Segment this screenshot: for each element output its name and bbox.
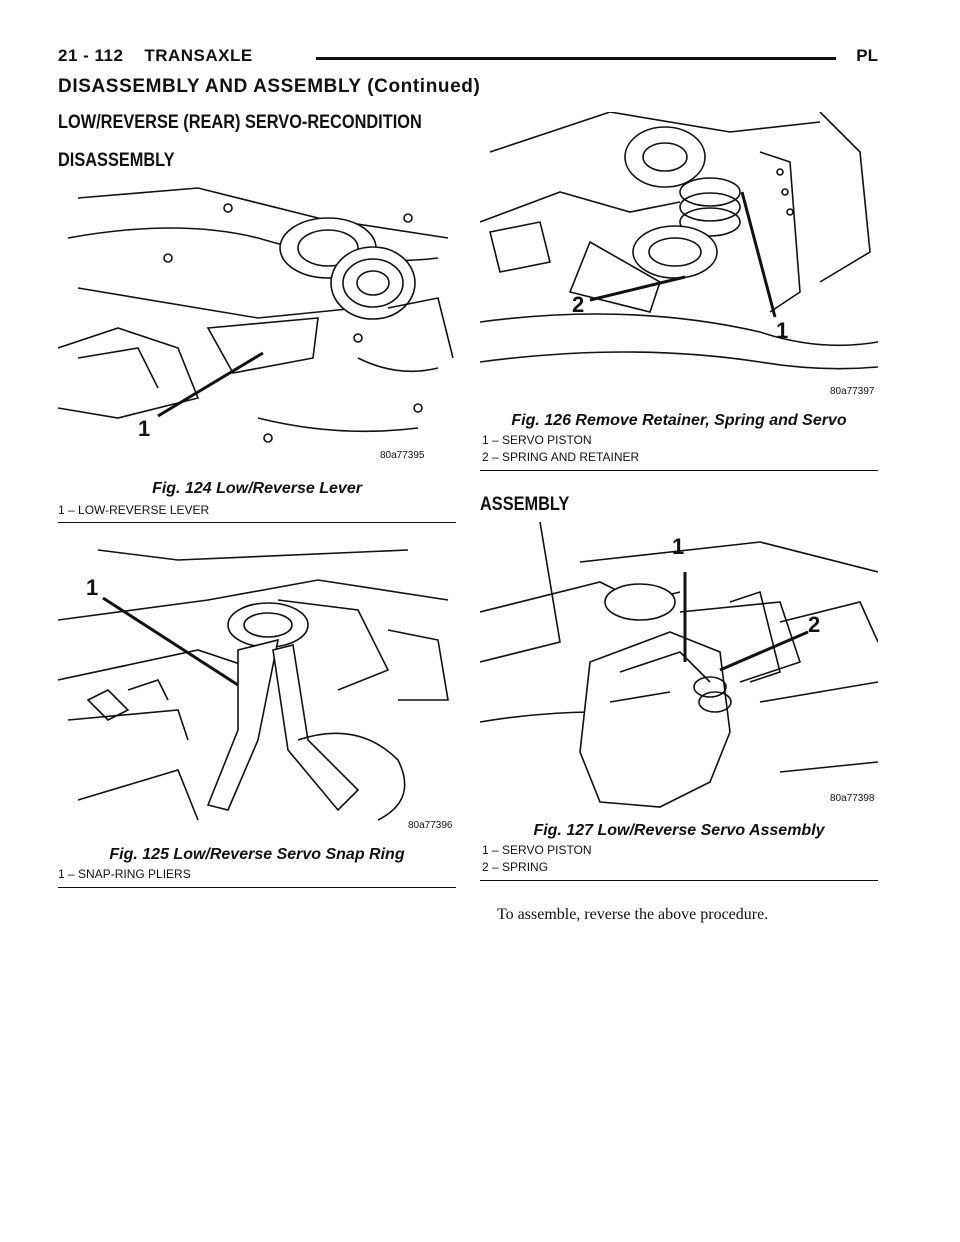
- fig125-callout-1: 1: [86, 575, 99, 600]
- assembly-paragraph: To assemble, reverse the above procedure.: [497, 906, 769, 923]
- subheading-assembly: ASSEMBLY: [480, 494, 570, 515]
- continued-heading: DISASSEMBLY AND ASSEMBLY (Continued): [58, 76, 481, 97]
- fig127-rule: [480, 880, 878, 881]
- subheading-disassembly: DISASSEMBLY: [58, 150, 175, 171]
- fig127-callout-1: 1: [672, 534, 685, 559]
- header-left: 21 - 112 TRANSAXLE: [58, 46, 253, 65]
- fig127-legend: [482, 842, 592, 876]
- fig126-legend-item-2: 2 – SPRING AND RETAINER: [482, 450, 640, 464]
- fig125-rule: [58, 887, 456, 888]
- fig127-callout-2: 2: [808, 612, 821, 637]
- fig125-code: 80a77396: [408, 820, 453, 831]
- fig124-legend-item: 1 – LOW-REVERSE LEVER: [58, 503, 210, 517]
- fig127-legend-item-2: 2 – SPRING: [482, 860, 549, 874]
- fig124-callout-1: 1: [138, 416, 151, 441]
- fig126-rule: [480, 470, 878, 471]
- fig124-illustration: [58, 178, 456, 468]
- fig126-legend: [482, 432, 639, 466]
- header-right: PL: [856, 46, 878, 65]
- fig127-code: 80a77398: [830, 793, 875, 804]
- fig124-legend: [58, 502, 209, 519]
- fig124-rule: [58, 522, 456, 523]
- fig125-title: Fig. 125 Low/Reverse Servo Snap Ring: [109, 846, 405, 863]
- section-title: LOW/REVERSE (REAR) SERVO-RECONDITION: [58, 112, 422, 133]
- fig127-legend-item-1: 1 – SERVO PISTON: [482, 843, 592, 857]
- fig126-title: Fig. 126 Remove Retainer, Spring and Servo: [511, 412, 847, 429]
- page-header: [58, 46, 878, 74]
- fig127-illustration: [480, 522, 878, 812]
- fig126-callout-1: 1: [776, 318, 789, 343]
- fig126-illustration: [480, 112, 878, 394]
- fig127-title: Fig. 127 Low/Reverse Servo Assembly: [533, 822, 825, 839]
- fig124-code: 80a77395: [380, 450, 425, 461]
- fig124-title: Fig. 124 Low/Reverse Lever: [152, 480, 362, 497]
- fig125-legend: [58, 866, 191, 883]
- header-rule: [316, 57, 836, 60]
- fig125-illustration: [58, 540, 456, 830]
- fig126-code: 80a77397: [830, 386, 875, 397]
- fig126-legend-item-1: 1 – SERVO PISTON: [482, 433, 592, 447]
- fig125-legend-item: 1 – SNAP-RING PLIERS: [58, 867, 191, 881]
- fig126-callout-2: 2: [572, 292, 585, 317]
